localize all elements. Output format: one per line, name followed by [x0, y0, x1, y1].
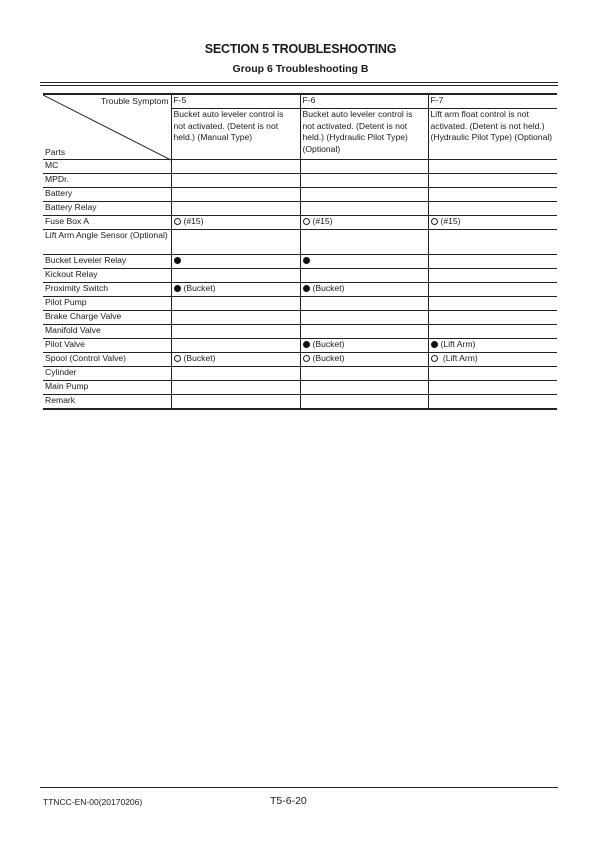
troubleshooting-table — [43, 93, 557, 410]
open-circle-icon — [303, 218, 310, 225]
symptom-cell-f-5 — [171, 188, 300, 202]
filled-circle-icon — [303, 341, 310, 348]
symptom-cell-f-5 — [171, 339, 300, 353]
part-name-cell: Brake Charge Valve — [43, 311, 171, 325]
symptom-cell-f-6 — [300, 269, 428, 283]
symptom-cell-f-5 — [171, 216, 300, 230]
symptom-cell-f-5 — [171, 353, 300, 367]
symptom-description-f5: Bucket auto leveler control is not activated. (Detent is not held.) (Manual Type) — [171, 109, 300, 160]
symptom-cell-f-6 — [300, 202, 428, 216]
symptom-cell-f-7 — [428, 230, 557, 255]
symptom-cell-f-5 — [171, 283, 300, 297]
symptom-cell-f-7 — [428, 339, 557, 353]
filled-circle-icon — [303, 285, 310, 292]
symptom-cell-f-7 — [428, 269, 557, 283]
symptom-code-row — [43, 94, 557, 109]
symptom-cell-f-6 — [300, 230, 428, 255]
part-name-cell: Spool (Control Valve) — [43, 353, 171, 367]
part-name-cell: Main Pump — [43, 381, 171, 395]
symptom-cell-f-5 — [171, 160, 300, 174]
cell-note: (Lift Arm) — [440, 353, 478, 363]
open-circle-icon — [174, 218, 181, 225]
table-row — [43, 269, 557, 283]
part-name-cell: Pilot Pump — [43, 297, 171, 311]
symptom-cell-f-7 — [428, 297, 557, 311]
symptom-cell-f-7 — [428, 395, 557, 410]
symptom-cell-f-5 — [171, 381, 300, 395]
open-circle-icon — [431, 218, 438, 225]
symptom-cell-f-5 — [171, 311, 300, 325]
symptom-cell-f-7 — [428, 283, 557, 297]
symptom-cell-f-5 — [171, 230, 300, 255]
symptom-description-f6: Bucket auto leveler control is not activated. (Detent is not held.) (Hydraulic Pilot Type) (Optional) — [300, 109, 428, 160]
symptom-cell-f-5 — [171, 325, 300, 339]
part-name-cell: MPDr. — [43, 174, 171, 188]
filled-circle-icon — [303, 257, 310, 264]
parts-label: Parts — [45, 146, 66, 157]
table-row — [43, 339, 557, 353]
symptom-cell-f-6 — [300, 188, 428, 202]
table-row — [43, 395, 557, 410]
part-name-cell: Battery — [43, 188, 171, 202]
symptom-cell-f-6 — [300, 297, 428, 311]
table-row — [43, 381, 557, 395]
table-row — [43, 283, 557, 297]
footer-rule — [40, 787, 558, 788]
cell-note: (Bucket) — [312, 283, 345, 293]
open-circle-icon — [431, 355, 438, 362]
symptom-cell-f-7 — [428, 255, 557, 269]
open-circle-icon — [303, 355, 310, 362]
symptom-cell-f-7 — [428, 216, 557, 230]
symptom-cell-f-6 — [300, 367, 428, 381]
part-name-cell: Pilot Valve — [43, 339, 171, 353]
part-name-cell: MC — [43, 160, 171, 174]
table-row — [43, 353, 557, 367]
table-row — [43, 174, 557, 188]
table-row — [43, 255, 557, 269]
symptom-cell-f-7 — [428, 311, 557, 325]
part-name-cell: Remark — [43, 395, 171, 410]
table-row — [43, 311, 557, 325]
part-name-cell: Proximity Switch — [43, 283, 171, 297]
symptom-cell-f-6 — [300, 353, 428, 367]
symptom-cell-f-5 — [171, 297, 300, 311]
symptom-cell-f-6 — [300, 216, 428, 230]
cell-note: (Bucket) — [183, 283, 216, 293]
symptom-cell-f-7 — [428, 353, 557, 367]
table-row — [43, 188, 557, 202]
header-double-rule-bottom — [40, 85, 558, 86]
page-number: T5-6-20 — [270, 795, 307, 807]
symptom-cell-f-6 — [300, 395, 428, 410]
symptom-cell-f-6 — [300, 160, 428, 174]
part-name-cell: Fuse Box A — [43, 216, 171, 230]
symptom-cell-f-6 — [300, 311, 428, 325]
cell-note: (Lift Arm) — [440, 339, 476, 349]
symptom-cell-f-7 — [428, 367, 557, 381]
part-name-cell: Kickout Relay — [43, 269, 171, 283]
part-name-cell: Bucket Leveler Relay — [43, 255, 171, 269]
part-name-cell: Lift Arm Angle Sensor (Optional) — [43, 230, 171, 255]
symptom-code-f6: F-6 — [300, 94, 428, 109]
symptom-cell-f-5 — [171, 202, 300, 216]
part-name-cell: Manifold Valve — [43, 325, 171, 339]
cell-note: (Bucket) — [312, 353, 345, 363]
filled-circle-icon — [174, 285, 181, 292]
part-name-cell: Cylinder — [43, 367, 171, 381]
table-row — [43, 230, 557, 255]
section-title: SECTION 5 TROUBLESHOOTING — [204, 42, 397, 56]
symptom-cell-f-5 — [171, 174, 300, 188]
symptom-code-f5: F-5 — [171, 94, 300, 109]
symptom-cell-f-5 — [171, 367, 300, 381]
symptom-cell-f-7 — [428, 381, 557, 395]
cell-note: (#15) — [183, 216, 204, 226]
symptom-cell-f-7 — [428, 160, 557, 174]
symptom-cell-f-7 — [428, 325, 557, 339]
cell-note: (#15) — [312, 216, 333, 226]
document-code: TTNCC-EN-00(20170206) — [43, 797, 143, 807]
symptom-code-f7: F-7 — [428, 94, 557, 109]
table-row — [43, 160, 557, 174]
symptom-cell-f-5 — [171, 255, 300, 269]
symptom-cell-f-6 — [300, 325, 428, 339]
symptom-cell-f-7 — [428, 174, 557, 188]
table-row — [43, 297, 557, 311]
trouble-symptom-label: Trouble Symptom — [101, 96, 169, 106]
symptom-cell-f-6 — [300, 339, 428, 353]
symptom-cell-f-6 — [300, 174, 428, 188]
header-double-rule-top — [40, 82, 558, 83]
table-row — [43, 325, 557, 339]
symptom-cell-f-6 — [300, 283, 428, 297]
filled-circle-icon — [174, 257, 181, 264]
cell-note: (Bucket) — [312, 339, 345, 349]
symptom-cell-f-7 — [428, 188, 557, 202]
open-circle-icon — [174, 355, 181, 362]
cell-note: (#15) — [440, 216, 461, 226]
group-title: Group 6 Troubleshooting B — [232, 63, 369, 75]
symptom-cell-f-6 — [300, 255, 428, 269]
symptom-cell-f-5 — [171, 269, 300, 283]
table-row — [43, 202, 557, 216]
part-name-cell: Battery Relay — [43, 202, 171, 216]
filled-circle-icon — [431, 341, 438, 348]
symptom-cell-f-7 — [428, 202, 557, 216]
table-corner-header — [43, 94, 171, 160]
symptom-description-f7: Lift arm float control is not activated. (Detent is not held.) (Hydraulic Pilot Type) (Optional) — [428, 109, 557, 160]
table-row — [43, 216, 557, 230]
table-row — [43, 367, 557, 381]
cell-note: (Bucket) — [183, 353, 216, 363]
symptom-cell-f-6 — [300, 381, 428, 395]
symptom-cell-f-5 — [171, 395, 300, 410]
